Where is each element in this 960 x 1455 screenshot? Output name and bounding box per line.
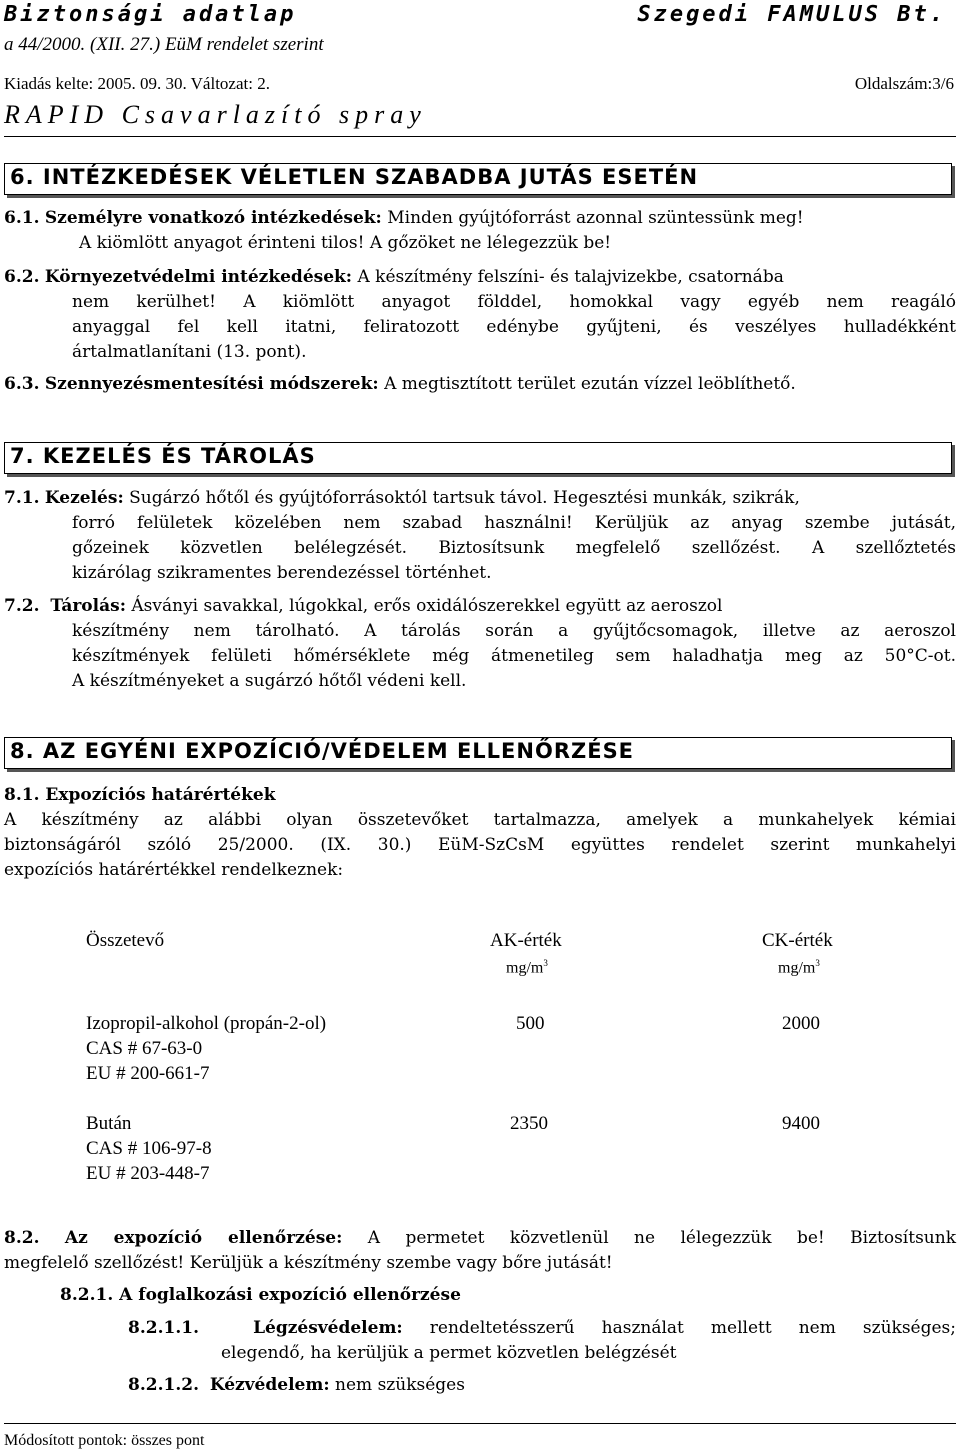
p6-3-number: 6.3.: [4, 374, 40, 394]
p6-2-label: Környezetvédelmi intézkedések:: [44, 267, 353, 287]
header-divider: [4, 136, 956, 137]
paragraph-8-2-1-1: [128, 1316, 956, 1366]
p8-1-text-2: biztonságáról szóló 25/2000. (IX. 30.) EüM-SzCsM együttes rendelet szerint munkahelyi: [4, 835, 956, 855]
p7-2-text-3: készítmények felületi hőmérséklete még átmenetileg sem haladhatja meg az 50°C-ot.: [72, 646, 956, 666]
p8-2-1-2-label: Kézvédelem:: [209, 1375, 330, 1395]
table-row-2-cas: CAS # 106-97-8: [86, 1138, 212, 1159]
p7-2-number: 7.2.: [4, 596, 40, 616]
p8-2-1-1-label: Légzésvédelem:: [253, 1318, 403, 1338]
p6-2-text-4: ártalmatlanítani (13. pont).: [72, 342, 307, 362]
p8-2-1-2-number: 8.2.1.2.: [128, 1375, 199, 1395]
p8-2-text-2: megfelelő szellőzést! Kerüljük a készítmény szembe vagy bőre jutását!: [4, 1253, 613, 1273]
p6-2-text-3: anyaggal fel kell itatni, feliratozott edénybe gyűjteni, és veszélyes hulladékként: [72, 317, 956, 337]
paragraph-7-2: [4, 594, 956, 694]
table-row-1-ck: 2000: [782, 1013, 820, 1034]
p8-2-1-1-number: 8.2.1.1.: [128, 1318, 199, 1338]
regulation-reference: a 44/2000. (XII. 27.) EüM rendelet szerint: [4, 34, 324, 55]
section-7-header: [4, 442, 952, 474]
table-row-1-cas: CAS # 67-63-0: [86, 1038, 203, 1059]
table-row-2-ak: 2350: [510, 1113, 548, 1134]
p8-2-1-2-text: nem szükséges: [335, 1375, 465, 1395]
p8-2-1-1-text-2: elegendő, ha kerüljük a permet közvetlen belégzését: [221, 1343, 677, 1363]
p6-2-number: 6.2.: [4, 267, 40, 287]
p8-2-1-heading: 8.2.1. A foglalkozási expozíció ellenőrzése: [60, 1285, 461, 1305]
p7-2-text-2: készítmény nem tárolható. A tárolás során a gyűjtőcsomagok, illetve az aeroszol: [72, 621, 956, 641]
p7-1-text-2: forró felületek közelében nem szabad használni! Kerüljük az anyag szembe jutását,: [72, 513, 956, 533]
p8-2-text: A permetet közvetlenül ne lélegezzük be! Biztosítsunk: [367, 1228, 957, 1248]
column-header-ak: AK-érték: [490, 930, 562, 951]
p8-1-text-3: expozíciós határértékkel rendelkeznek:: [4, 860, 344, 880]
paragraph-6-2: [4, 265, 956, 365]
p8-2-label: Az expozíció ellenőrzése:: [64, 1228, 343, 1248]
p6-1-text-2: A kiömlött anyagot érinteni tilos! A gőzöket ne lélegezzük be!: [79, 233, 612, 253]
column-header-component: Összetevő: [86, 930, 165, 951]
page-number: Oldalszám:3/6: [854, 74, 954, 93]
p8-1-heading: 8.1. Expozíciós határértékek: [4, 785, 276, 805]
p7-1-text-4: kizárólag szikramentes berendezéssel történhet.: [72, 563, 492, 583]
p8-2-1-1-text: rendeltetésszerű használat mellett nem szükséges;: [429, 1318, 957, 1338]
paragraph-8-2-1: [60, 1283, 940, 1308]
table-row-1-eu: EU # 200-661-7: [86, 1063, 210, 1084]
company-name: Szegedi FAMULUS Bt.: [637, 2, 946, 27]
table-row-1-ak: 500: [516, 1013, 545, 1034]
issue-info: Kiadás kelte: 2005. 09. 30. Változat: 2.: [4, 74, 270, 93]
p6-1-label: Személyre vonatkozó intézkedések:: [44, 208, 382, 228]
p7-2-text: Ásványi savakkal, lúgokkal, erős oxidálószerekkel együtt az aeroszol: [131, 596, 723, 616]
paragraph-6-3: [4, 372, 956, 397]
table-row-1-name: Izopropil-alkohol (propán-2-ol): [86, 1013, 327, 1034]
p7-2-text-4: A készítményeket a sugárzó hőtől védeni kell.: [72, 671, 467, 691]
unit-ak: $mg/m^3$: [506, 958, 548, 977]
paragraph-8-2: [4, 1226, 956, 1276]
p7-2-label: Tárolás:: [50, 596, 126, 616]
p7-1-number: 7.1.: [4, 488, 40, 508]
table-row-2-name: Bután: [86, 1113, 132, 1134]
product-name: RAPID Csavarlazító spray: [4, 100, 427, 129]
paragraph-7-1: [4, 486, 956, 586]
paragraph-8-2-1-2: [128, 1373, 956, 1398]
section-6-header: [4, 163, 952, 195]
p8-1-text: A készítmény az alábbi olyan összetevőket tartalmazza, amelyek a munkahelyek kémiai: [4, 810, 956, 830]
footer-modified-points: Módosított pontok: összes pont: [4, 1432, 205, 1449]
section-8-header: [4, 737, 952, 769]
p7-1-text: Sugárzó hőtől és gyújtóforrásoktól tartsuk távol. Hegesztési munkák, szikrák,: [129, 488, 800, 508]
table-row-2-eu: EU # 203-448-7: [86, 1163, 210, 1184]
p6-2-text-2: nem kerülhet! A kiömlött anyagot földdel, homokkal vagy egyéb nem reagáló: [72, 292, 956, 312]
table-row-2-ck: 9400: [782, 1113, 820, 1134]
section-8-title: 8. AZ EGYÉNI EXPOZÍCIÓ/VÉDELEM ELLENŐRZÉSE: [10, 739, 635, 763]
section-7-title: 7. KEZELÉS ÉS TÁROLÁS: [10, 444, 316, 468]
p7-1-label: Kezelés:: [44, 488, 124, 508]
section-6-title: 6. INTÉZKEDÉSEK VÉLETLEN SZABADBA JUTÁS ESETÉN: [10, 165, 699, 189]
p6-2-text: A készítmény felszíni- és talajvizekbe, csatornába: [357, 267, 784, 287]
p6-1-number: 6.1.: [4, 208, 40, 228]
paragraph-6-1: [4, 206, 956, 256]
footer-divider: [4, 1423, 956, 1424]
p7-1-text-3: gőzeinek közvetlen belélegzését. Biztosítsunk megfelelő szellőzést. A szellőztetés: [72, 538, 956, 558]
paragraph-8-1: [4, 783, 956, 883]
document-title: Biztonsági adatlap: [4, 2, 297, 27]
column-header-ck: CK-érték: [762, 930, 833, 951]
p6-1-text: Minden gyújtóforrást azonnal szüntessünk meg!: [387, 208, 804, 228]
p6-3-label: Szennyezésmentesítési módszerek:: [44, 374, 379, 394]
unit-ck: $mg/m^3$: [778, 958, 820, 977]
p6-3-text: A megtisztított terület ezután vízzel leöblíthető.: [384, 374, 796, 394]
p8-2-number: 8.2.: [4, 1228, 40, 1248]
